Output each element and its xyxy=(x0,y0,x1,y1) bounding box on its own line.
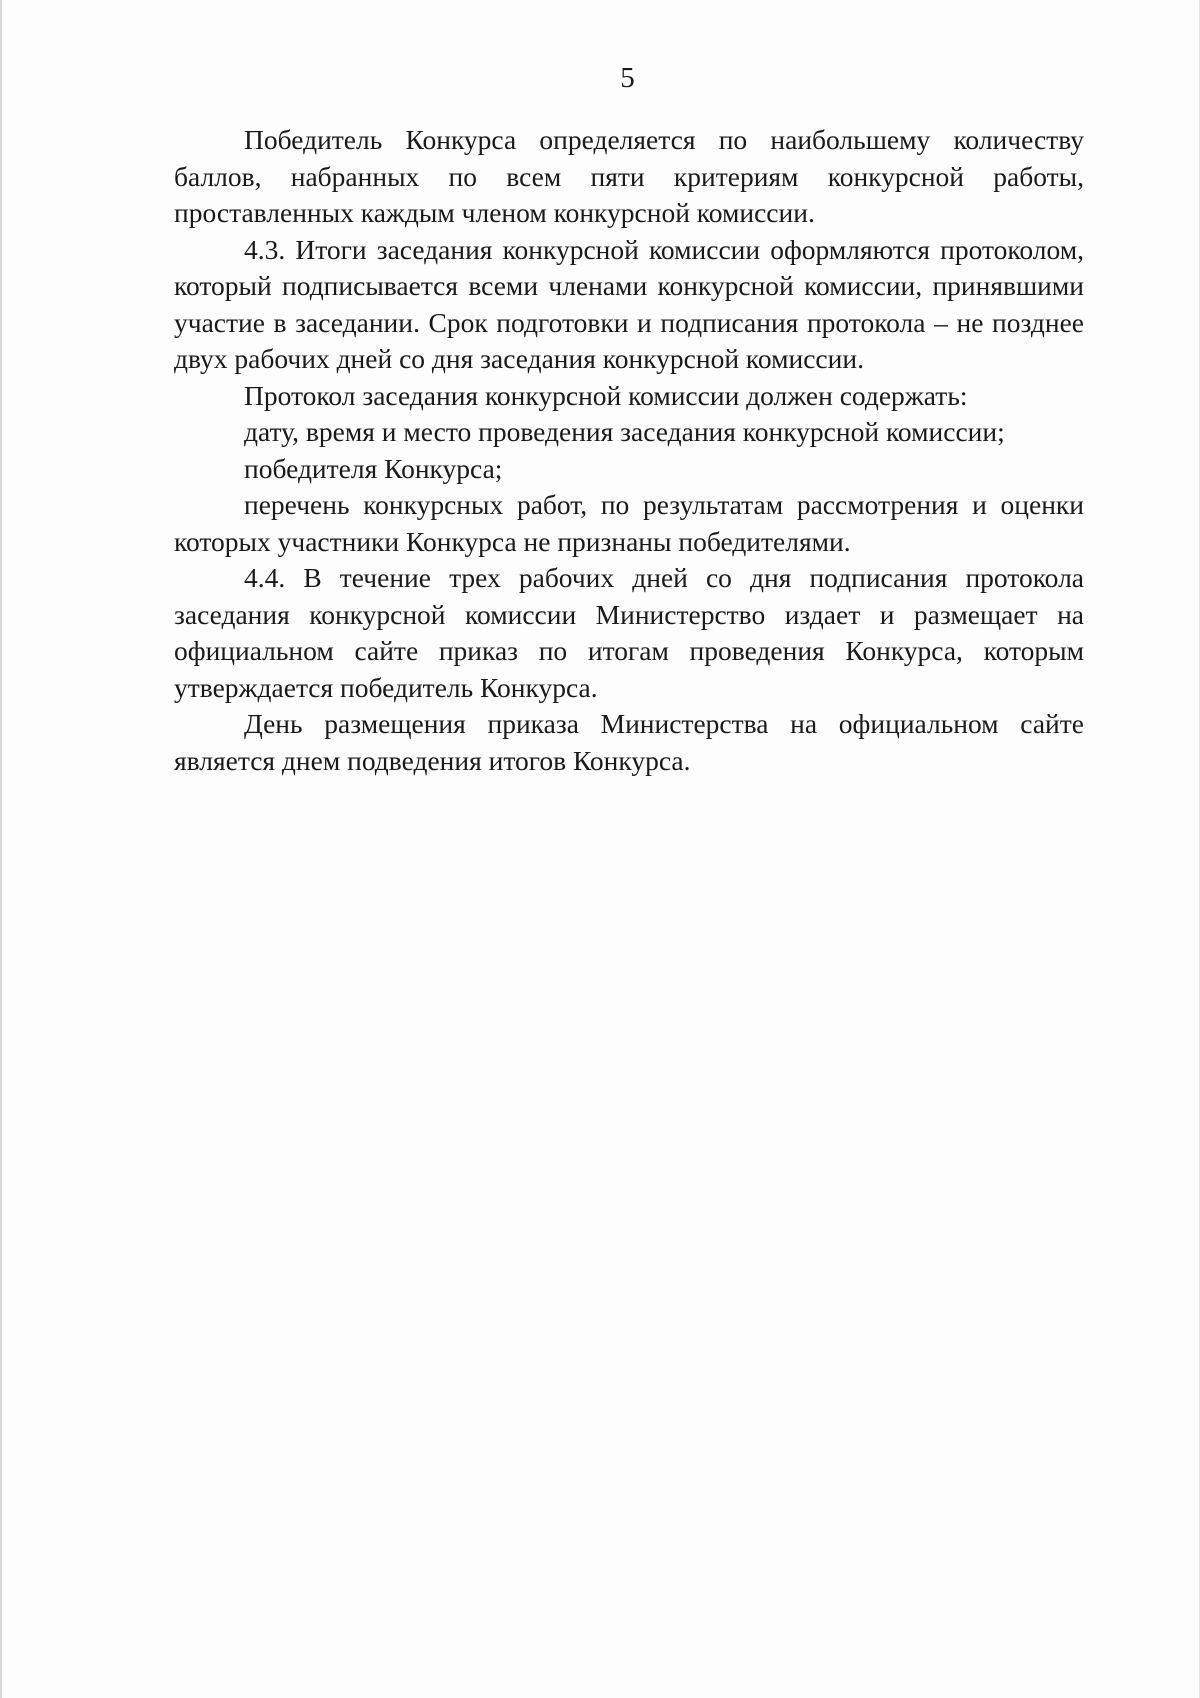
scan-edge-left xyxy=(0,0,2,1698)
paragraph-protocol-contents: Протокол заседания конкурсной комиссии должен содержать: xyxy=(244,379,968,411)
paragraph-4-4: 4.4. В течение трех рабочих дней со дня подписания протокола заседания конкурсной комиссии Министерство издает и размещает на официальном сайте приказ по итогам проведения Конкурса, которым утверждается победитель Конкурса. xyxy=(174,562,1084,703)
document-body xyxy=(174,122,1084,779)
paragraph-protocol-item-winner: победителя Конкурса; xyxy=(244,452,503,484)
paragraph-4-3: 4.3. Итоги заседания конкурсной комиссии оформляются протоколом, который подписывается всеми членами конкурсной комиссии, принявшими участие в заседании. Срок подготовки и подписания протокола – не позднее двух рабочих дней со дня заседания конкурсной комиссии. xyxy=(174,233,1084,374)
paragraph-winner-criteria: Победитель Конкурса определяется по наибольшему количеству баллов, набранных по всем пяти критериям конкурсной работы, проставленных каждым членом конкурсной комиссии. xyxy=(174,124,1084,228)
paragraph-protocol-item-date: дату, время и место проведения заседания конкурсной комиссии; xyxy=(244,416,1005,447)
paragraph-results-day: День размещения приказа Министерства на официальном сайте является днем подведения итогов Конкурса. xyxy=(174,708,1084,776)
page-number: 5 xyxy=(620,62,635,94)
paragraph-protocol-item-list: перечень конкурсных работ, по результатам рассмотрения и оценки которых участники Конкурса не признаны победителями. xyxy=(174,489,1084,557)
